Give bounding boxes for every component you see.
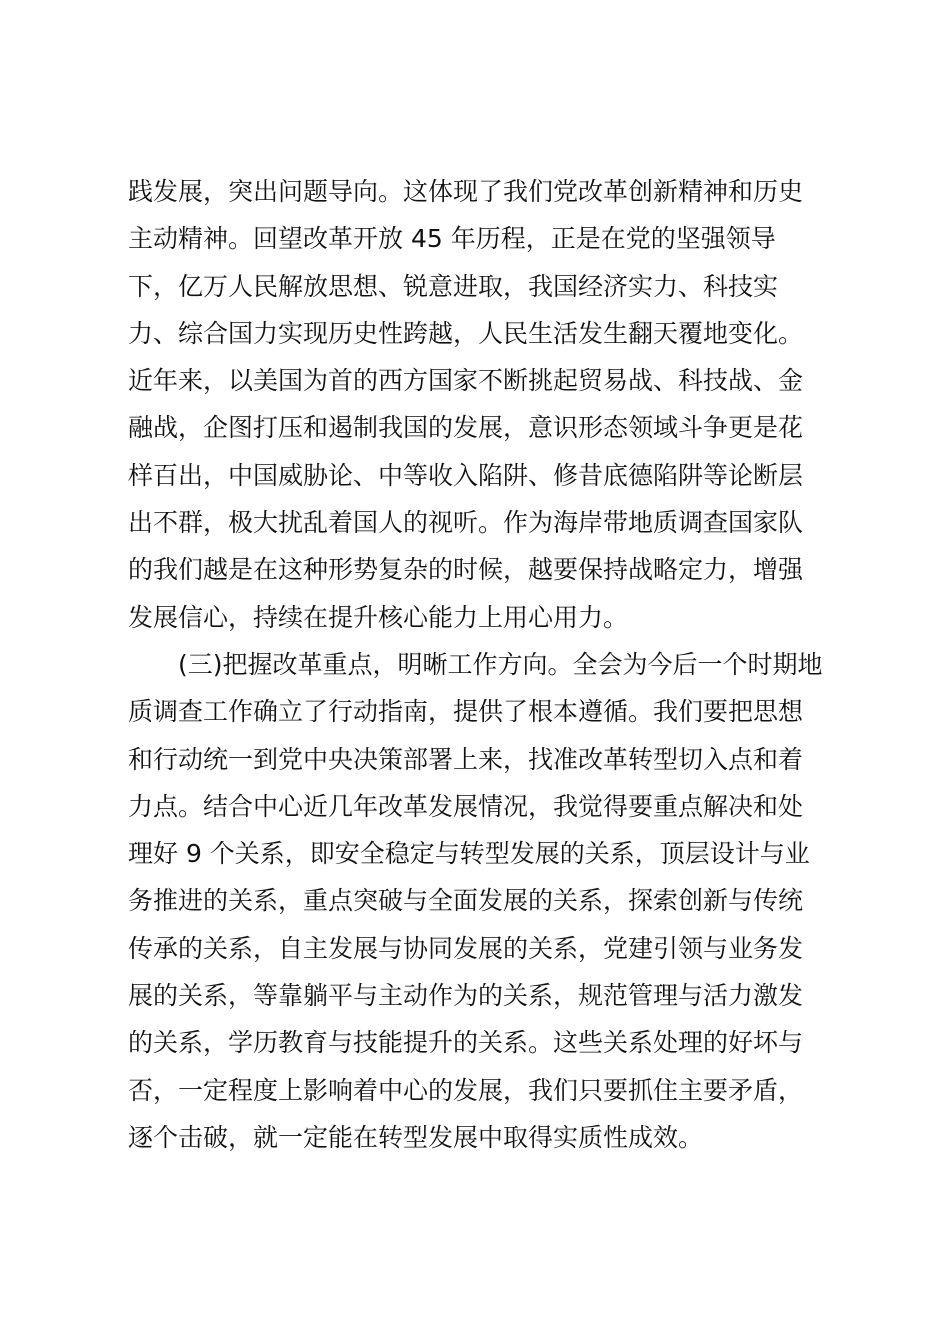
text-line: 近年来，以美国为首的西方国家不断挑起贸易战、科技战、金 [128, 366, 804, 396]
text-line: 的关系，学历教育与技能提升的关系。这些关系处理的好坏与 [128, 1028, 804, 1058]
section-heading-line: (三)把握改革重点，明晰工作方向。全会为今后一个时期地 [178, 649, 823, 679]
text-line: 力点。结合中心近几年改革发展情况，我觉得要重点解决和处 [128, 791, 804, 821]
text-line: 质调查工作确立了行动指南，提供了根本遵循。我们要把思想 [128, 697, 804, 727]
text-line: 主动精神。回望改革开放 45 年历程，正是在党的坚强领导 [128, 224, 776, 254]
text-line: 逐个击破，就一定能在转型发展中取得实质性成效。 [128, 1122, 704, 1152]
text-line: 理好 9 个关系，即安全稳定与转型发展的关系，顶层设计与业 [128, 839, 810, 869]
text-line: 下，亿万人民解放思想、锐意进取，我国经济实力、科技实 [128, 271, 779, 301]
text-line: 发展信心，持续在提升核心能力上用心用力。 [128, 602, 629, 632]
paragraph-1 [128, 168, 828, 641]
text-line: 和行动统一到党中央决策部署上来，找准改革转型切入点和着 [128, 744, 804, 774]
text-line: 融战，企图打压和遏制我国的发展，意识形态领域斗争更是花 [128, 413, 804, 443]
text-line: 务推进的关系，重点突破与全面发展的关系，探索创新与传统 [128, 886, 804, 916]
text-line: 力、综合国力实现历史性跨越，人民生活发生翻天覆地变化。 [128, 318, 804, 348]
text-line: 样百出，中国威胁论、中等收入陷阱、修昔底德陷阱等论断层 [128, 460, 804, 490]
body-text [128, 168, 828, 1161]
text-line: 的我们越是在这种形势复杂的时候，越要保持战略定力，增强 [128, 555, 804, 585]
text-line: 否，一定程度上影响着中心的发展，我们只要抓住主要矛盾， [128, 1075, 804, 1105]
paragraph-2 [128, 641, 828, 1161]
text-line: 出不群，极大扰乱着国人的视听。作为海岸带地质调查国家队 [128, 508, 804, 538]
text-line: 展的关系，等靠躺平与主动作为的关系，规范管理与活力激发 [128, 981, 804, 1011]
text-line: 传承的关系，自主发展与协同发展的关系，党建引领与业务发 [128, 933, 804, 963]
text-line: 践发展，突出问题导向。这体现了我们党改革创新精神和历史 [128, 177, 804, 206]
